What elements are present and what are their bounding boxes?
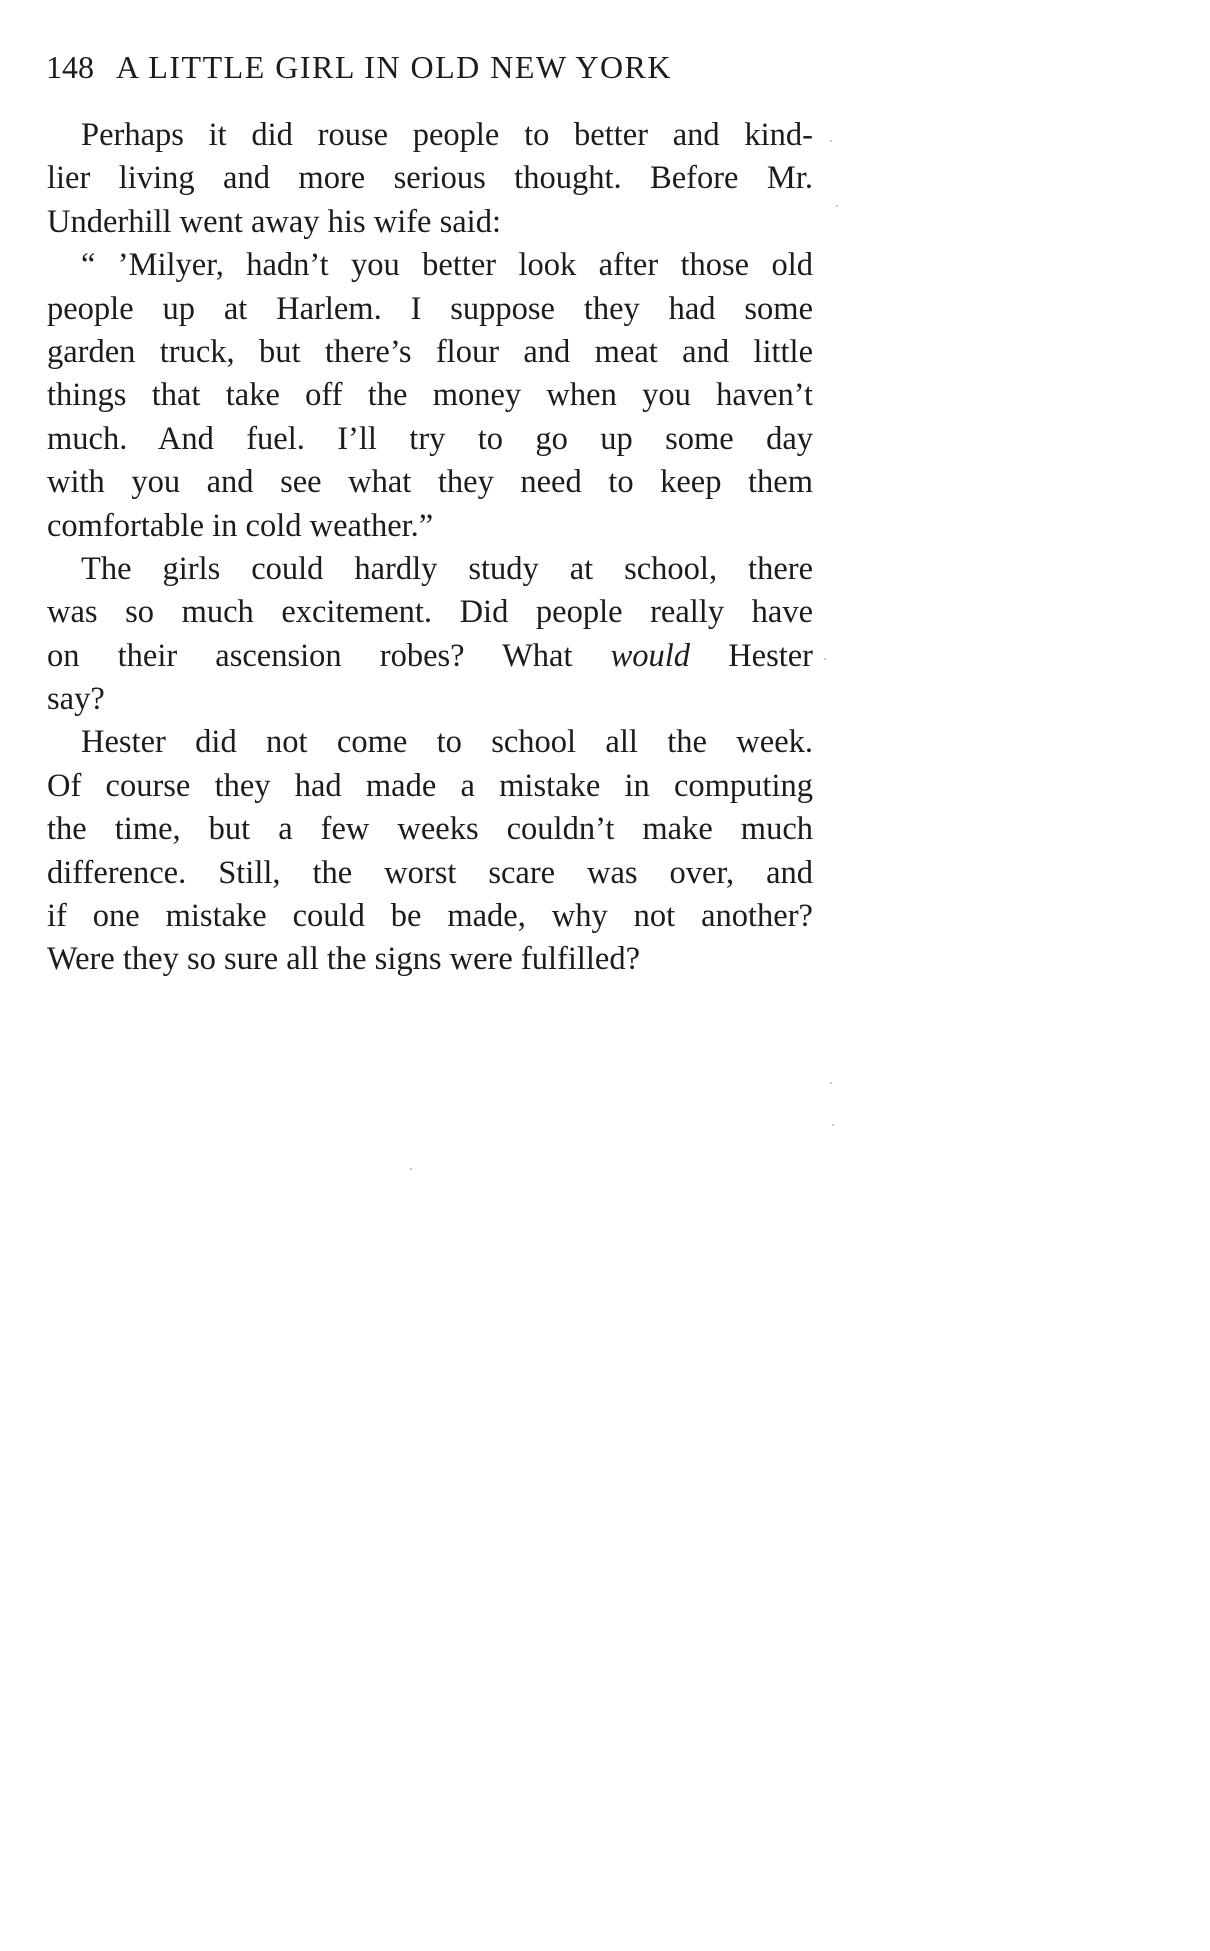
scan-speck [830,140,832,142]
text-line: comfortable in cold weather.” [47,507,434,544]
text-line: Underhill went away his wife said: [47,203,501,240]
text-segment: on their ascension robes? What [47,637,573,674]
text-line: lier living and more serious thought. Before Mr. [47,160,813,197]
text-line: with you and see what they need to keep them [47,464,813,501]
scan-speck [832,1124,834,1126]
text-line-with-italic [47,635,813,678]
text-line: garden truck, but there’s flour and meat and little [47,333,813,370]
scan-speck [830,1082,832,1084]
text-segment: Hester [728,637,814,674]
text-line: things that take off the money when you haven’t [47,377,813,414]
paragraph-1 [47,114,813,244]
scan-speck [410,1168,412,1170]
paragraph-4 [47,721,813,981]
book-title: A LITTLE GIRL IN OLD NEW YORK [116,49,672,85]
text-line: was so much excitement. Did people really have [47,594,813,631]
scan-speck [824,658,826,660]
italic-word: would [610,637,691,674]
page-number: 148 [46,49,94,85]
body-text [47,114,813,982]
scan-speck [836,205,838,207]
paragraph-2 [47,244,813,548]
text-line: Perhaps it did rouse people to better and kind- [81,117,813,153]
running-head [46,44,826,90]
text-line: difference. Still, the worst scare was over, and [47,854,813,891]
text-line: Of course they had made a mistake in computing [47,767,813,804]
text-line: the time, but a few weeks couldn’t make much [47,811,813,848]
text-line: The girls could hardly study at school, there [81,550,813,587]
text-line: “ ’Milyer, hadn’t you better look after those old [81,247,813,284]
text-line: say? [47,681,105,718]
text-line: much. And fuel. I’ll try to go up some day [47,420,813,457]
text-line: people up at Harlem. I suppose they had some [47,290,813,327]
text-line: Were they so sure all the signs were fulfilled? [47,941,641,978]
text-line: if one mistake could be made, why not another? [47,898,813,935]
text-line: Hester did not come to school all the week. [81,724,813,761]
paragraph-3 [47,548,813,722]
